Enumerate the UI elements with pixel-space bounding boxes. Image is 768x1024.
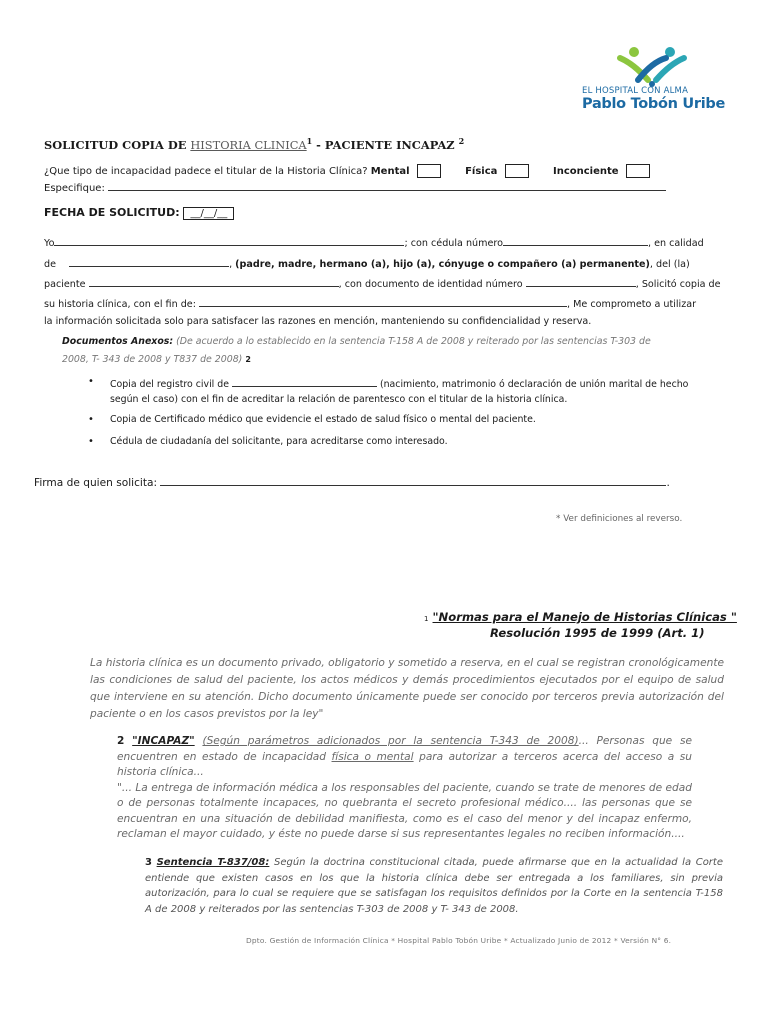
option-fisica-checkbox[interactable] (505, 164, 529, 178)
bullet-3: Cédula de ciudadanía del solicitante, para acreditarse como interesado. (110, 436, 448, 447)
firma-row: Firma de quien solicita: . (34, 477, 670, 489)
text-de: de (44, 259, 56, 270)
body-line-2: de , (padre, madre, hermano (a), hijo (a), cónyuge o compañero (a) permanente), del (la) (44, 256, 690, 270)
cedula-field[interactable] (503, 235, 648, 246)
fecha-field[interactable]: __/__/__ (183, 207, 234, 220)
bullet-1-text-a: Copia del registro civil de (110, 379, 229, 390)
patient-doc-field[interactable] (526, 276, 636, 287)
relation-field[interactable] (69, 256, 229, 267)
question-text: ¿Que tipo de incapacidad padece el titular de la Historia Clínica? (44, 166, 368, 177)
anexos-note-2: 2008, T- 343 de 2008 y T837 de 2008) (62, 354, 243, 365)
option-fisica-label: Física (465, 166, 498, 177)
anexos-line-1 (62, 336, 651, 347)
bullet-1-line-2: según el caso) con el fin de acreditar la relación de parentesco con el titular de la historia clínica. (110, 394, 568, 405)
title-sup1: 1 (306, 136, 313, 146)
section-3 (145, 855, 723, 917)
hospital-logo-icon (612, 44, 692, 88)
section-2 (117, 734, 692, 843)
firma-field[interactable] (160, 475, 666, 486)
option-inconciente-checkbox[interactable] (626, 164, 650, 178)
form-title (44, 136, 464, 152)
sec2-fisica-mental: física o mental (331, 750, 414, 763)
text-cedula: ; con cédula número (404, 238, 503, 249)
anexos-line-2 (62, 354, 251, 365)
text-solicito: , Solicitó copia de (635, 279, 721, 290)
bullet-dot-1: • (88, 376, 94, 387)
text-yo: Yo (44, 238, 55, 249)
sec3-sentencia: Sentencia T-837/08: (156, 857, 270, 868)
firma-label: Firma de quien solicita: (34, 477, 158, 489)
body-line-4 (44, 296, 696, 310)
title-sup2: 2 (458, 136, 465, 146)
normas-text: La historia clínica es un documento privado, obligatorio y sometido a reserva, en el cual se registran cronológicamente las condiciones de salud del paciente, los actos médicos y demás procedimientos ejecutados por el equipo de salud que interviene en su atención. Dicho documento únicamente puede ser conocido por terceros previa autorización del paciente o en los casos previstos por la ley" (90, 657, 724, 720)
text-del: , del (la) (649, 259, 690, 270)
note-reverso: * Ver definiciones al reverso. (556, 514, 683, 524)
bullet-dot-3: • (88, 436, 94, 447)
anexos-sup: 2 (245, 355, 251, 364)
sec3-number: 3 (145, 857, 152, 868)
specify-label: Especifique: (44, 183, 105, 194)
sec2-number: 2 (117, 735, 125, 747)
text-paciente: paciente (44, 279, 86, 290)
text-documento: , con documento de identidad número (338, 279, 523, 290)
anexos-label: Documentos Anexos: (62, 336, 174, 347)
title-hc-link[interactable]: HISTORIA CLINICA (190, 137, 307, 152)
hospital-logo (578, 44, 728, 122)
text-fin: su historia clínica, con el fin de: (44, 299, 196, 310)
purpose-field[interactable] (199, 296, 567, 307)
footer: Dpto. Gestión de Información Clínica * Hospital Pablo Tobón Uribe * Actualizado Junio de 2012 * Versión N° 6. (246, 936, 672, 945)
sec2-text-3: "... La entrega de información médica a los responsables del paciente, cuando se trate de menores de edad o de personas totalmente incapaces, no quebranta el secreto profesional médico.... las personas que se encuentran en una situación de debilidad manifiesta, como es el caso del menor y del incapaz enfermo, reclaman el mayor cuidado, y éste no puede darse si sus representantes legales no reciben información.... (117, 781, 692, 840)
body-line-5: la información solicitada solo para satisfacer las razones en mención, manteniendo su confidencialidad y reserva. (44, 316, 592, 327)
incapacity-question (44, 164, 650, 178)
text-comprometo: , Me comprometo a utilizar (567, 299, 697, 310)
normas-resolution: Resolución 1995 de 1999 (Art. 1) (490, 626, 705, 640)
body-line-3 (44, 276, 721, 290)
sec2-params: (Según parámetros adicionados por la sentencia T-343 de 2008) (202, 735, 579, 747)
text-relations: (padre, madre, hermano (a), hijo (a), cónyuge o compañero (a) permanente) (235, 259, 650, 270)
specify-row (44, 180, 666, 194)
normas-heading: "Normas para el Manejo de Historias Clínicas " (432, 610, 737, 624)
sec2-incapaz: "INCAPAZ" (132, 735, 195, 747)
fecha-label: FECHA DE SOLICITUD: (44, 206, 180, 219)
specify-field[interactable] (108, 180, 666, 191)
option-mental-label: Mental (370, 166, 410, 177)
logo-tagline: EL HOSPITAL CON ALMA (582, 86, 689, 96)
normas-sup: 1 (424, 615, 429, 623)
name-field[interactable] (54, 235, 404, 246)
sec2-text-1: ... Personas que se encuentren en estado de incapacidad (117, 735, 693, 763)
fecha-row (44, 206, 234, 220)
sec2-text-2: para autorizar a terceros acerca del acceso a su historia clínica... (117, 750, 692, 778)
title-middle: - PACIENTE INCAPAZ (312, 137, 455, 152)
sec3-text: Según la doctrina constitucional citada, puede afirmarse que en la actualidad la Corte entiende que existen casos en los que la historia clínica debe ser entregada a los familiares, sin previa autorización, para lo cual se requiere que se satisfagan los requisitos definidos por la Corte en la sentencia T-158 A de 2008 y reiterados por las sentencias T-303 de 2008 y T- 343 de 2008. (145, 857, 723, 915)
bullet-2: Copia de Certificado médico que evidencie el estado de salud físico o mental del paciente. (110, 414, 536, 425)
title-prefix: SOLICITUD COPIA DE (44, 137, 187, 152)
logo-brand: Pablo Tobón Uribe (582, 96, 726, 112)
bullet-1-line-1 (110, 376, 688, 390)
bullet-dot-2: • (88, 414, 94, 425)
anexos-note-1: (De acuerdo a lo establecido en la sentencia T-158 A de 2008 y reiterado por las sentencias T-303 de (176, 336, 651, 347)
bullet-1-text-b: (nacimiento, matrimonio ó declaración de unión marital de hecho (379, 379, 689, 390)
text-calidad: , en calidad (647, 238, 704, 249)
normas-title (424, 610, 737, 624)
body-line-1 (44, 235, 704, 249)
registro-civil-field[interactable] (232, 376, 377, 387)
option-inconciente-label: Inconciente (552, 166, 619, 177)
patient-field[interactable] (89, 276, 339, 287)
option-mental-checkbox[interactable] (417, 164, 441, 178)
